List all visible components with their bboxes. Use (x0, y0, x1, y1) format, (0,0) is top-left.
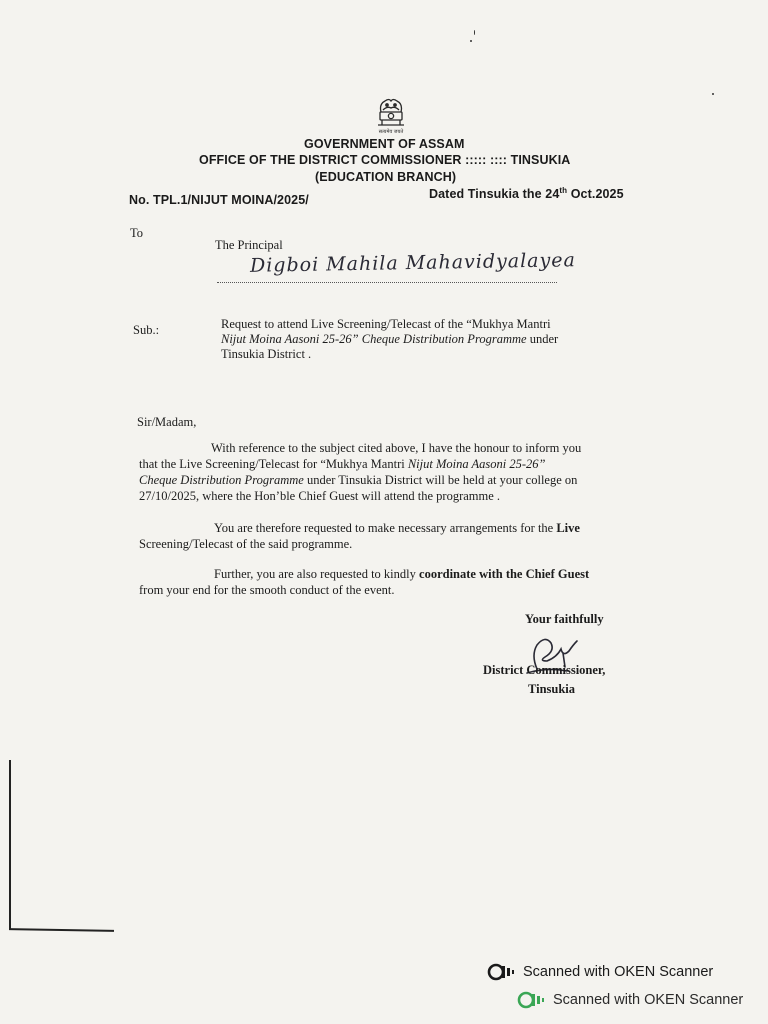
subject-label: Sub.: (133, 323, 160, 337)
signatory-designation: District Commissioner, (483, 663, 606, 677)
subject-text: Request to attend Live Screening/Telecast of the “Mukhya Mantri Nijut Moina Aasoni 25-26” Cheque Distribution Programme under Tinsukia District . (221, 317, 559, 361)
addressee-title: The Principal (215, 238, 283, 252)
letter-date: Dated Tinsukia the 24th Oct.2025 (429, 186, 624, 202)
office-title: OFFICE OF THE DISTRICT COMMISSIONER ::::: :::: TINSUKIA (199, 153, 571, 167)
scanner-watermark-text: Scanned with OKEN Scanner (553, 992, 744, 1008)
body-paragraph-1: With reference to the subject cited above, I have the honour to inform you that the Live Screening/Telecast for “Mukhya Mantri Nijut Moina Aasoni 25-26” Cheque Distribution Programme under Tinsukia District will be held at your college on 27/10/2025, where the Hon’ble Chief Guest will attend the programme . (139, 441, 582, 503)
scanner-watermark (517, 990, 743, 1010)
page-edge-line (9, 760, 11, 930)
page-edge-line-bottom (9, 928, 114, 932)
body-paragraph-2: You are therefore requested to make necessary arrangements for the Live Screening/Telecast of the said programme. (139, 521, 580, 551)
branch-title: (EDUCATION BRANCH) (315, 170, 457, 184)
scanner-watermark-text: Scanned with OKEN Scanner (523, 964, 714, 980)
reference-number: No. TPL.1/NIJUT MOINA/2025/ (129, 193, 309, 207)
ashoka-emblem-icon (367, 92, 415, 140)
to-label: To (130, 226, 144, 240)
signatory-place: Tinsukia (528, 682, 576, 696)
scanner-watermark (487, 962, 713, 982)
dotted-address-line (217, 282, 557, 283)
body-paragraph-3: Further, you are also requested to kindly coordinate with the Chief Guest from your end for the smooth conduct of the event. (139, 567, 590, 597)
scan-speck (470, 40, 472, 42)
scan-speck (712, 93, 714, 95)
scan-speck (474, 30, 475, 35)
svg-text:सत्यमेव जयते: सत्यमेव जयते (378, 129, 404, 135)
government-title: GOVERNMENT OF ASSAM (304, 137, 465, 151)
handwritten-college-name: Digboi Mahila Mahavidyalayea (249, 249, 576, 277)
oken-scanner-logo-icon (517, 990, 545, 1010)
closing-phrase: Your faithfully (525, 612, 604, 626)
oken-scanner-logo-icon (487, 962, 515, 982)
salutation: Sir/Madam, (137, 415, 197, 429)
